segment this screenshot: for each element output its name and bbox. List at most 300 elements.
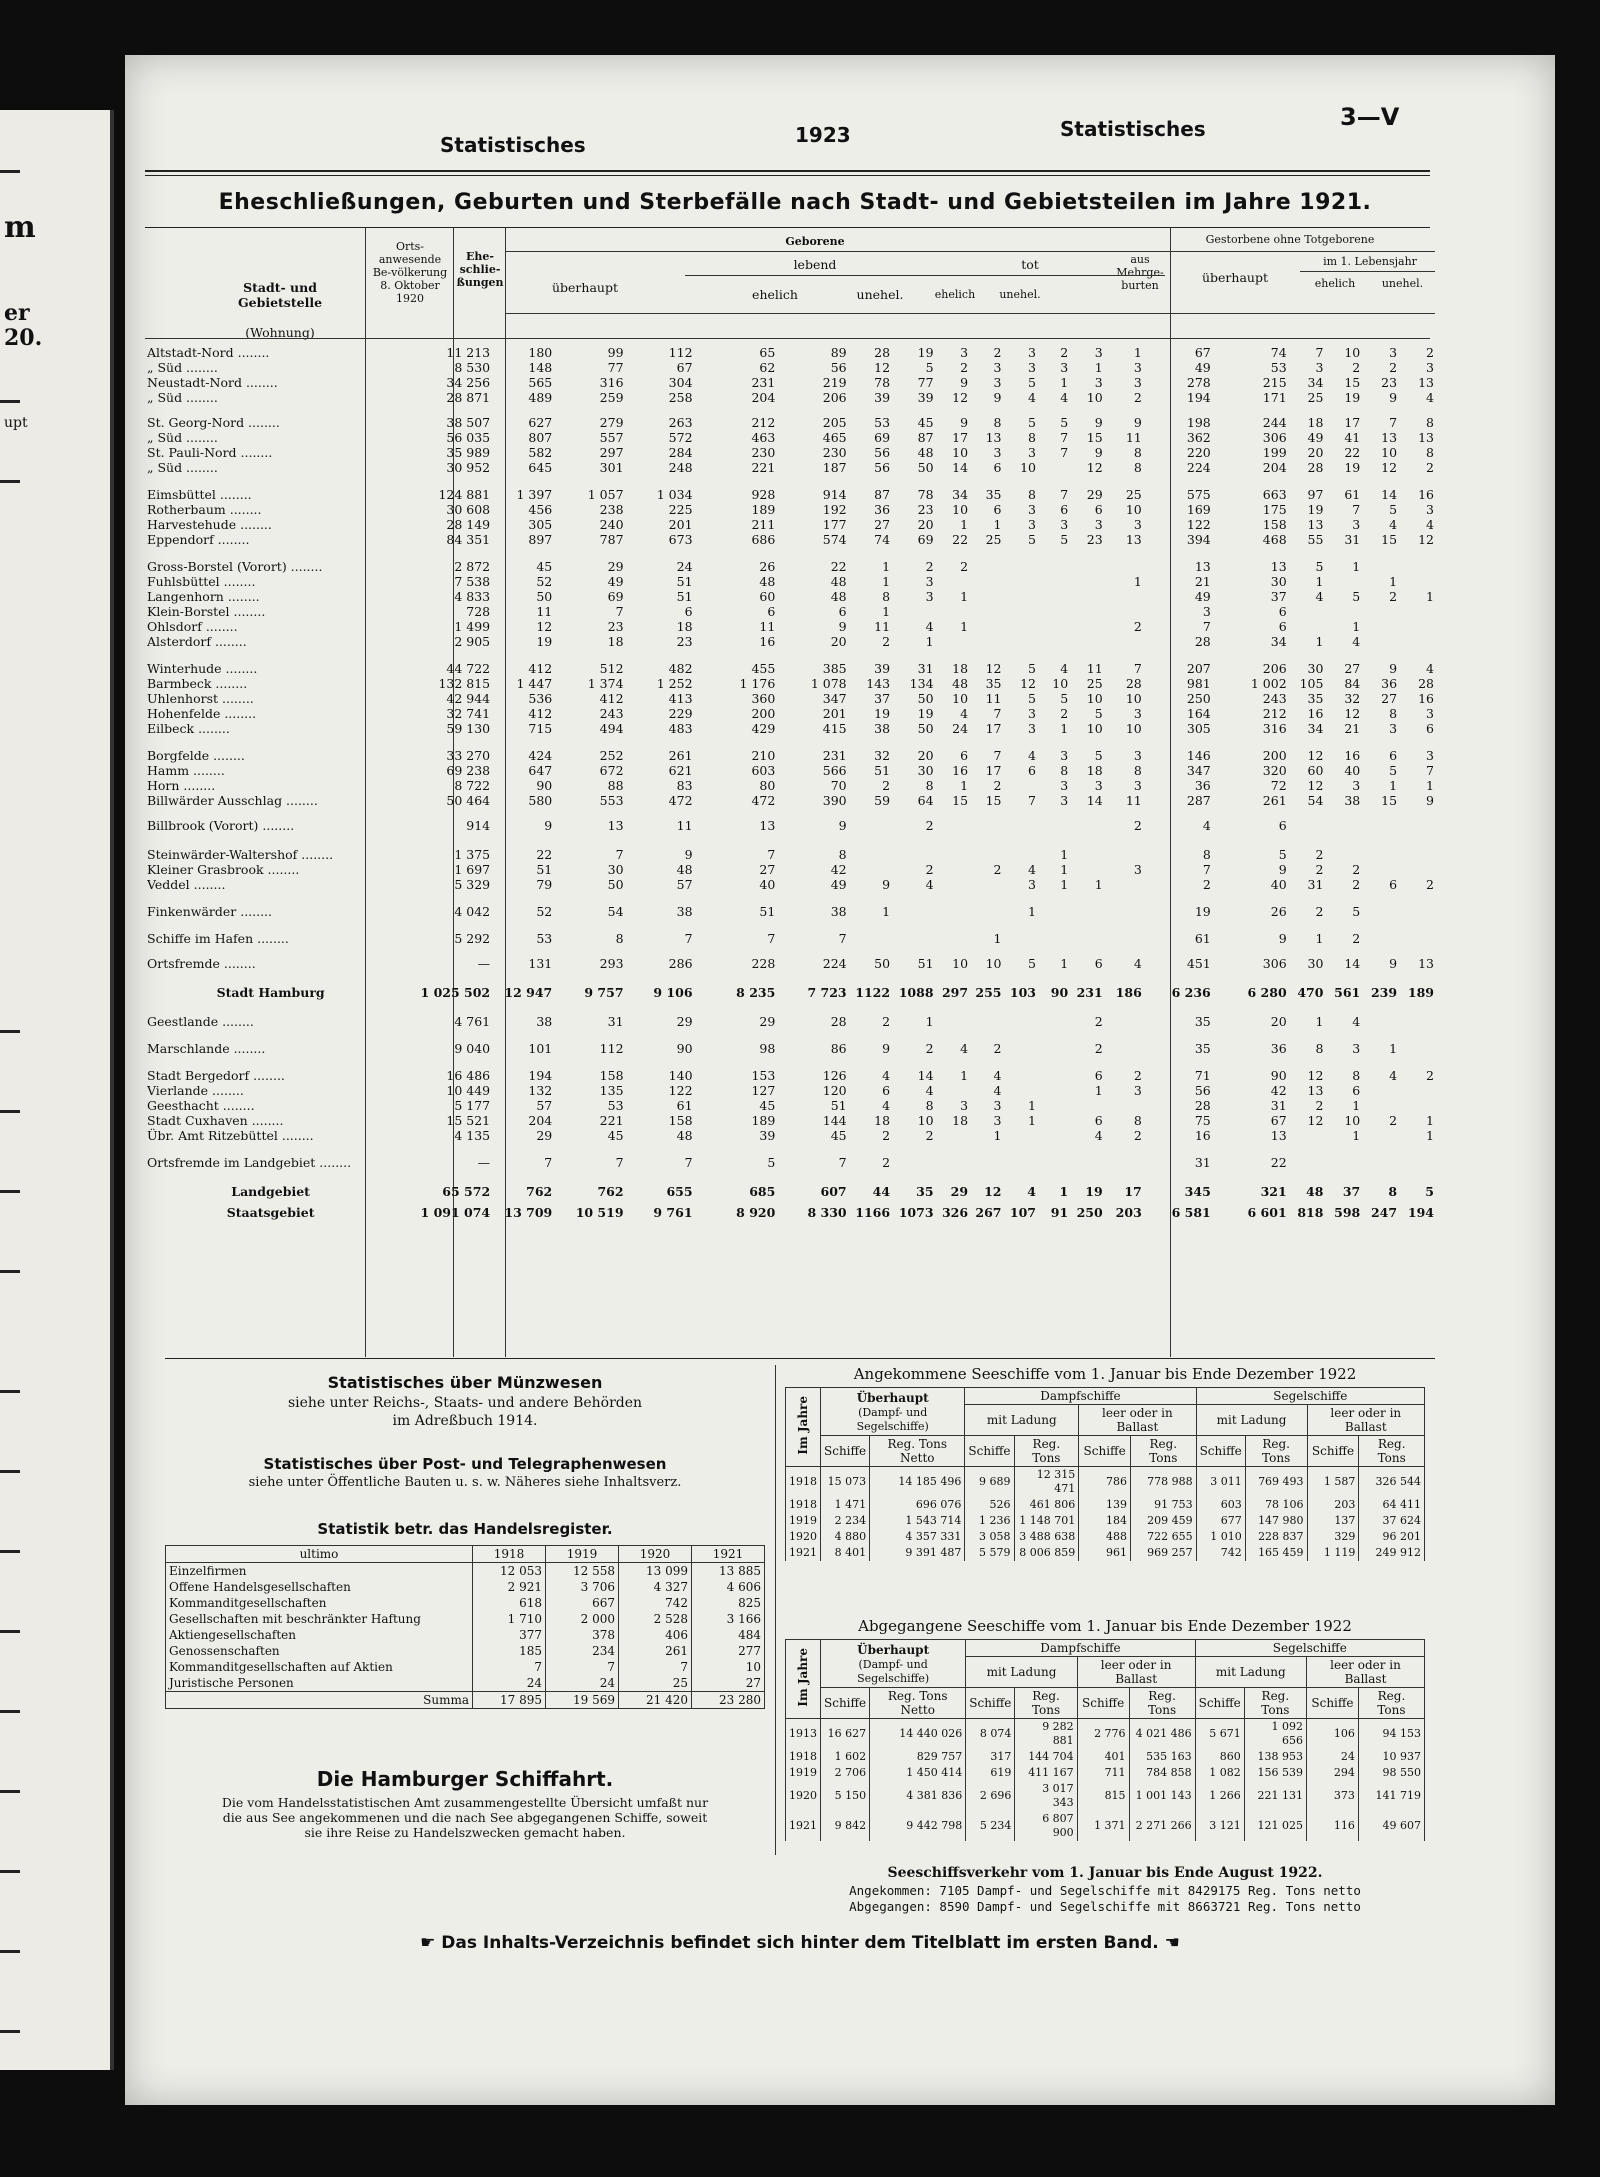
table-cell: 7 (1315, 345, 1324, 360)
table-cell (1326, 1155, 1363, 1170)
table-cell: 10 (1344, 1113, 1361, 1128)
table-cell: 19 (536, 634, 553, 649)
table-cell: 1 (1060, 956, 1069, 971)
table-cell: 148 (528, 360, 553, 375)
table-cell: 1 091 074 (420, 1205, 491, 1220)
table-cell: 13 (1418, 375, 1434, 390)
table-cell: 3 (1060, 793, 1069, 808)
table-cell: 1 236 (965, 1513, 1014, 1529)
table-cell: 1 (1352, 1128, 1361, 1143)
table-cell: 3 (1426, 706, 1434, 721)
table-cell: 78 (917, 487, 934, 502)
row-label: „ Süd ........ (147, 460, 218, 475)
table-cell: 51 (759, 904, 776, 919)
table-cell: 424 (528, 748, 553, 763)
table-cell: 37 (874, 691, 891, 706)
table-cell: 461 806 (1014, 1497, 1079, 1513)
table-cell: 5 (1315, 559, 1324, 574)
table-cell: 305 (1186, 721, 1211, 736)
table-cell: 13 (1270, 1128, 1287, 1143)
table-cell: 7 (1202, 862, 1211, 877)
table-cell: 8 (1133, 460, 1142, 475)
table-cell: 304 (668, 375, 693, 390)
table-cell: 914 (466, 818, 491, 833)
table-cell: 51 (874, 763, 891, 778)
table-cell: 65 572 (442, 1184, 491, 1199)
table-cell: 9 282 881 (1015, 1719, 1077, 1750)
table-cell: 10 (1381, 445, 1398, 460)
table-cell: 7 (1133, 661, 1142, 676)
table-cell: 234 (546, 1643, 619, 1659)
table-row (147, 502, 1437, 517)
table-cell: 215 (1262, 375, 1287, 390)
table-cell: 19 (917, 706, 934, 721)
table-cell: 30 (1307, 661, 1324, 676)
footer-note: ☛ Das Inhalts-Verzeichnis befindet sich hinter dem Titelblatt im ersten Band. ☚ (420, 1933, 1180, 1953)
table-cell (1106, 904, 1145, 919)
table-cell: 37 624 (1359, 1513, 1425, 1529)
table-cell: 2 (993, 1041, 1002, 1056)
table-cell (1400, 574, 1437, 589)
table-cell: 12 (985, 661, 1002, 676)
table-cell: 78 (874, 375, 891, 390)
table-cell: 412 (599, 691, 624, 706)
table-cell: 4 (960, 706, 969, 721)
table-cell: 320 (1262, 763, 1287, 778)
table-cell: Gesellschaften mit beschränkter Haftung (166, 1611, 473, 1627)
table-cell: 1 (1028, 1113, 1036, 1128)
table-cell: 406 (619, 1627, 692, 1643)
row-label: Ortsfremde ........ (147, 956, 256, 971)
table-cell: 7 (615, 1155, 624, 1170)
table-cell: 10 (1086, 390, 1103, 405)
table-cell: 722 655 (1131, 1529, 1197, 1545)
table-cell: 2 872 (454, 559, 491, 574)
table-cell (937, 818, 972, 833)
table-cell: 345 (1184, 1184, 1211, 1199)
table-cell (1039, 904, 1071, 919)
table-cell: 360 (751, 691, 776, 706)
table-cell (1039, 574, 1071, 589)
table-cell: 16 (1307, 706, 1324, 721)
table-cell: 1 (1028, 1098, 1036, 1113)
table-cell: 2 (1352, 360, 1361, 375)
table-cell: 8 (1060, 763, 1069, 778)
table-cell: 390 (822, 793, 847, 808)
table-row (147, 634, 1437, 649)
table-cell: 2 (993, 778, 1002, 793)
table-cell: 3 (1094, 517, 1103, 532)
table-cell: 686 (751, 532, 776, 547)
row-label: Stadt Cuxhaven ........ (147, 1113, 284, 1128)
table-cell: 9 (838, 619, 847, 634)
table-cell: 147 980 (1245, 1513, 1307, 1529)
table-cell: 10 (1052, 676, 1069, 691)
table-cell (1400, 604, 1437, 619)
table-cell: 1 (1059, 1184, 1069, 1199)
table-cell: 36 (874, 502, 891, 517)
table-cell: 36 (1381, 676, 1398, 691)
table-cell: 3 (993, 1113, 1002, 1128)
table-cell: 7 (1060, 445, 1069, 460)
table-cell (1039, 818, 1071, 833)
table-row (147, 691, 1437, 706)
table-cell: 5 329 (454, 877, 491, 892)
row-label: St. Pauli-Nord ........ (147, 445, 273, 460)
table-cell: 48 (952, 676, 969, 691)
table-cell: 277 (692, 1643, 765, 1659)
table-cell (937, 877, 972, 892)
table-cell (937, 847, 972, 862)
table-cell: 5 (1278, 847, 1287, 862)
table-cell: 243 (1262, 691, 1287, 706)
table-cell (1106, 559, 1145, 574)
table-cell (1071, 604, 1106, 619)
table-cell: 23 (1381, 375, 1398, 390)
table-cell: 645 (528, 460, 553, 475)
table-cell: 6 (1094, 956, 1103, 971)
table-cell: 158 (1262, 517, 1287, 532)
table-cell: 13 709 (504, 1205, 553, 1220)
table-cell: 6 581 (1171, 1205, 1211, 1220)
table-cell: 621 (668, 763, 693, 778)
table-cell: 1 (1426, 1128, 1434, 1143)
table-cell (1400, 1098, 1437, 1113)
table-cell: 67 (1194, 345, 1211, 360)
table-cell: 248 (668, 460, 693, 475)
muenz-line2: im Adreßbuch 1914. (392, 1413, 538, 1429)
table-cell: 8 (1388, 1184, 1398, 1199)
table-cell: 12 (874, 360, 891, 375)
table-cell: 19 (1344, 460, 1361, 475)
table-cell: 4 (882, 1068, 891, 1083)
table-row (166, 1659, 765, 1675)
table-cell: 4 (1426, 390, 1434, 405)
table-cell: 3 (993, 445, 1002, 460)
table-cell (971, 818, 1004, 833)
table-row (147, 721, 1437, 736)
table-cell: 261 (619, 1643, 692, 1659)
table-cell: 4 880 (821, 1529, 870, 1545)
table-cell: 228 837 (1245, 1529, 1307, 1545)
table-cell: 186 (1115, 985, 1142, 1000)
table-row (147, 661, 1437, 676)
table-cell: 221 (599, 1113, 624, 1128)
table-cell: 6 (1278, 818, 1287, 833)
col-first-legit-header: ehelich (1314, 277, 1356, 290)
table-cell: 762 (526, 1184, 553, 1199)
table-cell: 3 (1028, 877, 1036, 892)
table-cell: 484 (692, 1627, 765, 1643)
table-cell: 3 (960, 345, 969, 360)
table-cell: 51 (830, 1098, 847, 1113)
table-cell (893, 931, 936, 946)
table-cell: 4 761 (454, 1014, 491, 1029)
table-cell: 10 (1344, 345, 1361, 360)
table-cell: 9 (838, 818, 847, 833)
table-cell: 228 (751, 956, 776, 971)
table-cell: 1088 (898, 985, 934, 1000)
table-cell: 112 (599, 1041, 624, 1056)
table-cell: 463 (751, 430, 776, 445)
table-cell (1106, 877, 1145, 892)
table-cell: 1 710 (473, 1611, 546, 1627)
table-cell: 1 002 (1250, 676, 1287, 691)
table-row (166, 1611, 765, 1627)
table-cell: 536 (528, 691, 553, 706)
table-cell: 8 (1315, 1041, 1324, 1056)
table-cell: 19 569 (546, 1692, 619, 1709)
table-row (147, 532, 1437, 547)
table-cell (850, 847, 893, 862)
table-cell: 19 (1344, 390, 1361, 405)
table-cell (1004, 559, 1039, 574)
table-cell: 28 (1307, 460, 1324, 475)
table-cell: 45 (917, 415, 934, 430)
table-cell: 86 (830, 1041, 847, 1056)
table-cell: 263 (668, 415, 693, 430)
table-cell (971, 877, 1004, 892)
row-label: Harvestehude ........ (147, 517, 272, 532)
table-cell: 27 (692, 1675, 765, 1692)
table-cell (1363, 904, 1400, 919)
table-cell: 22 (1270, 1155, 1287, 1170)
table-cell: 207 (1186, 661, 1211, 676)
table-cell (937, 1155, 972, 1170)
table-cell: 1 371 (1077, 1811, 1129, 1841)
table-cell: 2 706 (821, 1765, 870, 1781)
table-cell: 6 (1352, 1083, 1361, 1098)
table-cell: 3 (1060, 517, 1069, 532)
table-cell: 50 (536, 589, 553, 604)
table-cell: 1921 (786, 1545, 821, 1561)
table-cell: 2 696 (966, 1781, 1015, 1811)
table-cell: 3 (1028, 360, 1036, 375)
table-cell (1071, 1155, 1106, 1170)
table-cell: 4 (1060, 661, 1069, 676)
table-cell: 411 167 (1015, 1765, 1077, 1781)
row-label: Rotherbaum ........ (147, 502, 262, 517)
table-cell: 17 (1344, 415, 1361, 430)
table-cell: 40 (759, 877, 776, 892)
table-cell: 34 (1270, 634, 1287, 649)
table-cell: 50 (874, 956, 891, 971)
table-cell: 64 411 (1359, 1497, 1425, 1513)
table-cell: 1 (960, 619, 969, 634)
table-cell (1004, 589, 1039, 604)
table-cell: 101 (528, 1041, 553, 1056)
table-cell: 77 (607, 360, 624, 375)
table-cell: 27 (1381, 691, 1398, 706)
table-cell: 10 (1125, 502, 1142, 517)
table-cell: 815 (1077, 1781, 1129, 1811)
table-cell: 928 (751, 487, 776, 502)
muenz-title: Statistisches über Münzwesen (327, 1373, 603, 1392)
table-cell: 306 (1262, 430, 1287, 445)
table-cell (1039, 1041, 1071, 1056)
table-cell: 135 (599, 1083, 624, 1098)
table-cell (850, 862, 893, 877)
table-cell: 31 (917, 661, 934, 676)
table-cell: 2 (882, 634, 891, 649)
table-cell: 69 (874, 430, 891, 445)
table-cell: 5 (1352, 589, 1361, 604)
table-cell: 10 (1086, 691, 1103, 706)
table-cell: 4 (1315, 589, 1324, 604)
table-cell: 16 (1418, 487, 1434, 502)
table-cell: 7 (993, 706, 1002, 721)
table-cell: 38 (676, 904, 693, 919)
column-header: 1921 (692, 1546, 765, 1563)
table-cell (971, 847, 1004, 862)
table-cell: 24 (546, 1675, 619, 1692)
table-cell: 316 (1262, 721, 1287, 736)
col-first-year-header: im 1. Lebensjahr (1323, 255, 1417, 268)
table-cell: 9 (882, 1041, 891, 1056)
table-cell: 6 236 (1171, 985, 1211, 1000)
table-cell: 287 (1186, 793, 1211, 808)
table-cell: 28 (1418, 676, 1434, 691)
table-cell: 35 (916, 1184, 934, 1199)
table-cell (1106, 1041, 1145, 1056)
table-cell: 29 (759, 1014, 776, 1029)
table-cell: 49 (830, 877, 847, 892)
table-cell: 3 488 638 (1014, 1529, 1079, 1545)
table-cell: 286 (668, 956, 693, 971)
table-cell: 2 (925, 559, 934, 574)
table-cell: 4 (1352, 634, 1361, 649)
table-cell: 7 (1028, 793, 1036, 808)
table-cell (1071, 847, 1106, 862)
table-cell: 8 (1389, 706, 1398, 721)
table-cell: 31 (1270, 1098, 1287, 1113)
table-cell: 15 (1381, 532, 1398, 547)
table-cell: 45 (759, 1098, 776, 1113)
table-cell: 204 (1262, 460, 1287, 475)
table-cell: 7 (1389, 415, 1398, 430)
table-cell: 4 (925, 877, 934, 892)
table-cell: 1 499 (454, 619, 491, 634)
table-cell: 8 (882, 589, 891, 604)
table-cell: 141 719 (1358, 1781, 1424, 1811)
table-cell: 11 (1125, 430, 1142, 445)
table-cell: 57 (676, 877, 693, 892)
table-cell: 4 327 (619, 1579, 692, 1595)
table-cell: 742 (619, 1595, 692, 1611)
table-cell (937, 931, 972, 946)
table-cell: 2 776 (1077, 1719, 1129, 1750)
table-cell: 23 (676, 634, 693, 649)
table-row (147, 487, 1437, 502)
table-cell: 4 (1060, 390, 1069, 405)
table-cell: 80 (759, 778, 776, 793)
table-cell: 171 (1262, 390, 1287, 405)
table-cell: 206 (822, 390, 847, 405)
table-cell: 489 (528, 390, 553, 405)
table-cell: 29 (1086, 487, 1103, 502)
table-cell: 618 (473, 1595, 546, 1611)
table-cell: 9 040 (454, 1041, 491, 1056)
table-cell: 1 057 (587, 487, 624, 502)
table-cell: 48 (1306, 1184, 1324, 1199)
table-row (147, 415, 1437, 430)
table-cell: 8 330 (807, 1205, 847, 1220)
table-cell: 3 (1352, 778, 1361, 793)
table-cell (893, 1155, 936, 1170)
column-header: 1920 (619, 1546, 692, 1563)
table-cell: 6 (1094, 1068, 1103, 1083)
table-cell: 412 (528, 706, 553, 721)
table-cell: 1 (925, 634, 934, 649)
table-cell: 6 (1060, 502, 1069, 517)
table-cell: 22 (830, 559, 847, 574)
table-cell: 4 (882, 1098, 891, 1113)
table-cell: 137 (1307, 1513, 1359, 1529)
table-cell: 238 (599, 502, 624, 517)
table-cell: 29 (676, 1014, 693, 1029)
table-cell: 15 521 (446, 1113, 491, 1128)
table-cell: 3 (1315, 360, 1324, 375)
row-label: Geestlande ........ (147, 1014, 254, 1029)
table-cell: 2 (1133, 1128, 1142, 1143)
table-cell: 203 (1307, 1497, 1359, 1513)
table-cell: 2 (1426, 460, 1434, 475)
table-cell: 38 (874, 721, 891, 736)
col-area-header: Stadt- und Gebietstelle (Wohnung) (237, 280, 323, 340)
table-cell: 98 550 (1358, 1765, 1424, 1781)
table-cell: 394 (1186, 532, 1211, 547)
table-cell: 742 (1196, 1545, 1245, 1561)
left-page-fragment (0, 110, 114, 2070)
table-cell: 26 (759, 559, 776, 574)
table-cell: 3 (1028, 721, 1036, 736)
table-cell (971, 904, 1004, 919)
table-cell: 818 (1297, 1205, 1324, 1220)
table-cell (1004, 574, 1039, 589)
table-cell: 78 106 (1245, 1497, 1307, 1513)
col-alive-header: lebend (793, 257, 837, 272)
table-cell: 9 106 (653, 985, 693, 1000)
table-cell: 37 (1342, 1184, 1361, 1199)
table-cell: 40 (1270, 877, 1287, 892)
table-cell: 1919 (786, 1513, 821, 1529)
table-cell: 35 (985, 676, 1002, 691)
handelsregister-table (165, 1545, 765, 1709)
column-header: ultimo (166, 1546, 473, 1563)
table-cell: 6 280 (1247, 985, 1287, 1000)
table-cell: 3 (1133, 862, 1142, 877)
table-row (147, 1083, 1437, 1098)
table-cell: 4 (1389, 1068, 1398, 1083)
table-cell: 914 (822, 487, 847, 502)
table-cell: 224 (822, 956, 847, 971)
table-cell: 3 121 (1195, 1811, 1244, 1841)
table-cell: 7 (767, 931, 776, 946)
table-cell: 126 (822, 1068, 847, 1083)
table-cell (1400, 1155, 1437, 1170)
table-row (147, 862, 1437, 877)
table-cell (1106, 1014, 1145, 1029)
table-cell: 3 (1060, 748, 1069, 763)
table-row (147, 985, 1437, 1000)
row-label: „ Süd ........ (147, 430, 218, 445)
col-first-illegit-header: unehel. (1381, 277, 1424, 290)
table-cell: Juristische Personen (166, 1675, 473, 1692)
table-cell: 1 119 (1307, 1545, 1359, 1561)
table-cell: 1 397 (516, 487, 553, 502)
table-cell (1106, 604, 1145, 619)
table-cell: 981 (1186, 676, 1211, 691)
